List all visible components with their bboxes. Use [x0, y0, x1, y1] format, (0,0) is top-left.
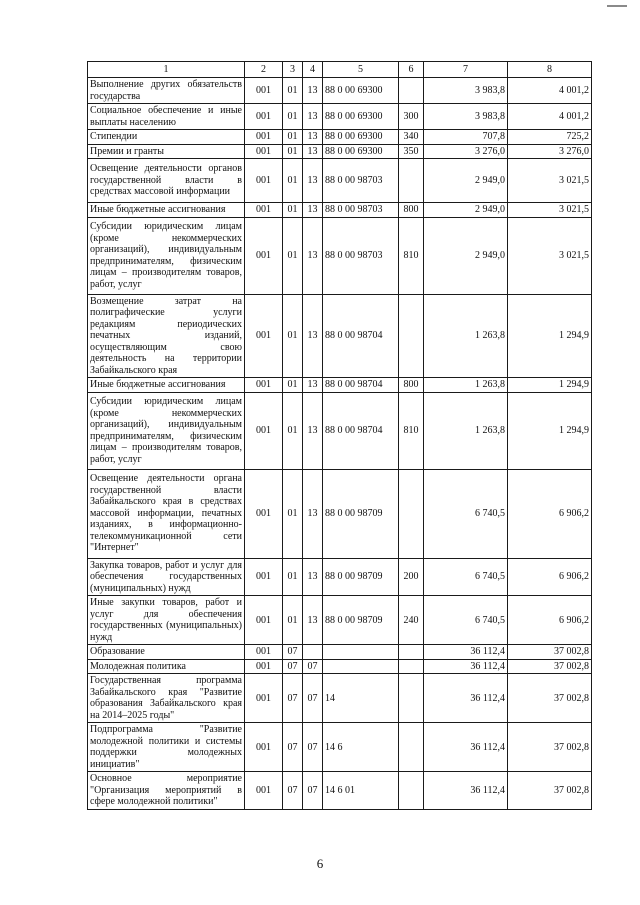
table-row: [88, 558, 592, 596]
table-row: [88, 78, 592, 104]
amount-year1-cell: 707,8: [424, 130, 508, 145]
target-article-cell: [323, 659, 399, 674]
target-article-cell: 14: [323, 674, 399, 723]
table-row: [88, 659, 592, 674]
chapter-code-cell: 001: [245, 104, 283, 130]
amount-year2-cell: 37 002,8: [508, 723, 592, 772]
amount-year1-cell: 36 112,4: [424, 659, 508, 674]
amount-year2-cell: 6 906,2: [508, 596, 592, 645]
row-name-cell: Подпрограмма "Развитие молодежной политики и системы поддержки молодежных инициатив": [88, 723, 245, 772]
table-row: [88, 217, 592, 294]
scan-mark: [607, 5, 627, 7]
subsection-code-cell: 13: [303, 378, 323, 393]
row-name-cell: Иные бюджетные ассигнования: [88, 378, 245, 393]
subsection-code-cell: 13: [303, 294, 323, 378]
amount-year2-cell: 1 294,9: [508, 392, 592, 469]
target-article-cell: 88 0 00 98704: [323, 294, 399, 378]
section-code-cell: 01: [283, 217, 303, 294]
chapter-code-cell: 001: [245, 469, 283, 558]
amount-year2-cell: 4 001,2: [508, 78, 592, 104]
chapter-code-cell: 001: [245, 78, 283, 104]
chapter-code-cell: 001: [245, 217, 283, 294]
amount-year2-cell: 1 294,9: [508, 378, 592, 393]
table-row: [88, 392, 592, 469]
amount-year2-cell: 37 002,8: [508, 772, 592, 810]
table-row: [88, 130, 592, 145]
target-article-cell: 88 0 00 98704: [323, 378, 399, 393]
expense-type-cell: 810: [399, 392, 424, 469]
chapter-code-cell: 001: [245, 203, 283, 218]
chapter-code-cell: 001: [245, 596, 283, 645]
section-code-cell: 01: [283, 78, 303, 104]
amount-year1-cell: 2 949,0: [424, 203, 508, 218]
chapter-code-cell: 001: [245, 294, 283, 378]
section-code-cell: 01: [283, 159, 303, 203]
section-code-cell: 01: [283, 294, 303, 378]
expense-type-cell: [399, 78, 424, 104]
expense-type-cell: 810: [399, 217, 424, 294]
row-name-cell: Основное мероприятие "Организация мероприятий в сфере молодежной политики": [88, 772, 245, 810]
subsection-code-cell: [303, 645, 323, 660]
chapter-code-cell: 001: [245, 159, 283, 203]
section-code-cell: 07: [283, 645, 303, 660]
amount-year1-cell: 36 112,4: [424, 674, 508, 723]
row-name-cell: Стипендии: [88, 130, 245, 145]
budget-table: [87, 61, 592, 810]
expense-type-cell: 300: [399, 104, 424, 130]
amount-year2-cell: 3 276,0: [508, 144, 592, 159]
amount-year2-cell: 6 906,2: [508, 469, 592, 558]
expense-type-cell: 800: [399, 378, 424, 393]
expense-type-cell: [399, 659, 424, 674]
subsection-code-cell: 13: [303, 203, 323, 218]
table-row: [88, 674, 592, 723]
expense-type-cell: 200: [399, 558, 424, 596]
expense-type-cell: 800: [399, 203, 424, 218]
row-name-cell: Выполнение других обязательств государства: [88, 78, 245, 104]
target-article-cell: [323, 645, 399, 660]
table-header-row: [88, 62, 592, 78]
amount-year2-cell: 3 021,5: [508, 217, 592, 294]
amount-year2-cell: 725,2: [508, 130, 592, 145]
row-name-cell: Премии и гранты: [88, 144, 245, 159]
table-row: [88, 294, 592, 378]
expense-type-cell: 240: [399, 596, 424, 645]
amount-year1-cell: 36 112,4: [424, 723, 508, 772]
column-header: 8: [508, 62, 592, 78]
expense-type-cell: [399, 159, 424, 203]
table-row: [88, 159, 592, 203]
row-name-cell: Образование: [88, 645, 245, 660]
amount-year1-cell: 3 983,8: [424, 78, 508, 104]
subsection-code-cell: 07: [303, 772, 323, 810]
subsection-code-cell: 13: [303, 469, 323, 558]
subsection-code-cell: 07: [303, 674, 323, 723]
table-row: [88, 596, 592, 645]
column-header: 6: [399, 62, 424, 78]
expense-type-cell: 340: [399, 130, 424, 145]
chapter-code-cell: 001: [245, 378, 283, 393]
amount-year1-cell: 3 276,0: [424, 144, 508, 159]
row-name-cell: Субсидии юридическим лицам (кроме некоммерческих организаций), индивидуальным предпринимателям, физическим лицам – производителям товаров, работ, услуг: [88, 392, 245, 469]
column-header: 7: [424, 62, 508, 78]
table-row: [88, 104, 592, 130]
column-header: 2: [245, 62, 283, 78]
section-code-cell: 01: [283, 130, 303, 145]
subsection-code-cell: 13: [303, 78, 323, 104]
row-name-cell: Молодежная политика: [88, 659, 245, 674]
target-article-cell: 88 0 00 69300: [323, 104, 399, 130]
section-code-cell: 01: [283, 392, 303, 469]
amount-year1-cell: 1 263,8: [424, 378, 508, 393]
table-row: [88, 723, 592, 772]
expense-type-cell: 350: [399, 144, 424, 159]
subsection-code-cell: 13: [303, 392, 323, 469]
row-name-cell: Освещение деятельности органа государственной власти Забайкальского края в средствах массовой информации, печатных изданиях, в информационно-телекоммуникационной сети "Интернет": [88, 469, 245, 558]
chapter-code-cell: 001: [245, 130, 283, 145]
table-row: [88, 645, 592, 660]
column-header: 5: [323, 62, 399, 78]
section-code-cell: 01: [283, 144, 303, 159]
row-name-cell: Возмещение затрат на полиграфические услуги редакциям периодических печатных изданий, осуществляющим свою деятельность на территории Забайкальского края: [88, 294, 245, 378]
target-article-cell: 88 0 00 98709: [323, 596, 399, 645]
target-article-cell: 14 6 01: [323, 772, 399, 810]
target-article-cell: 88 0 00 98709: [323, 558, 399, 596]
amount-year1-cell: 1 263,8: [424, 294, 508, 378]
row-name-cell: Субсидии юридическим лицам (кроме некоммерческих организаций), индивидуальным предпринимателям, физическим лицам – производителям товаров, работ, услуг: [88, 217, 245, 294]
row-name-cell: Иные закупки товаров, работ и услуг для обеспечения государственных (муниципальных) нужд: [88, 596, 245, 645]
amount-year2-cell: 37 002,8: [508, 674, 592, 723]
subsection-code-cell: 13: [303, 217, 323, 294]
amount-year1-cell: 36 112,4: [424, 772, 508, 810]
subsection-code-cell: 13: [303, 130, 323, 145]
subsection-code-cell: 13: [303, 144, 323, 159]
section-code-cell: 01: [283, 469, 303, 558]
amount-year2-cell: 3 021,5: [508, 203, 592, 218]
chapter-code-cell: 001: [245, 659, 283, 674]
expense-type-cell: [399, 469, 424, 558]
row-name-cell: Социальное обеспечение и иные выплаты населению: [88, 104, 245, 130]
page-number: 6: [316, 856, 324, 871]
row-name-cell: Закупка товаров, работ и услуг для обеспечения государственных (муниципальных) нужд: [88, 558, 245, 596]
subsection-code-cell: 07: [303, 659, 323, 674]
target-article-cell: 14 6: [323, 723, 399, 772]
section-code-cell: 07: [283, 659, 303, 674]
amount-year2-cell: 6 906,2: [508, 558, 592, 596]
target-article-cell: 88 0 00 98703: [323, 217, 399, 294]
amount-year1-cell: 6 740,5: [424, 469, 508, 558]
column-header: 4: [303, 62, 323, 78]
table-row: [88, 203, 592, 218]
amount-year2-cell: 37 002,8: [508, 645, 592, 660]
chapter-code-cell: 001: [245, 558, 283, 596]
subsection-code-cell: 13: [303, 104, 323, 130]
table-row: [88, 772, 592, 810]
expense-type-cell: [399, 723, 424, 772]
target-article-cell: 88 0 00 98703: [323, 159, 399, 203]
chapter-code-cell: 001: [245, 645, 283, 660]
section-code-cell: 01: [283, 203, 303, 218]
amount-year2-cell: 4 001,2: [508, 104, 592, 130]
amount-year1-cell: 6 740,5: [424, 558, 508, 596]
amount-year1-cell: 2 949,0: [424, 217, 508, 294]
row-name-cell: Государственная программа Забайкальского края "Развитие образования Забайкальского края на 2014–2025 годы": [88, 674, 245, 723]
subsection-code-cell: 13: [303, 558, 323, 596]
section-code-cell: 01: [283, 596, 303, 645]
table-body: [88, 78, 592, 810]
section-code-cell: 01: [283, 558, 303, 596]
amount-year1-cell: 6 740,5: [424, 596, 508, 645]
target-article-cell: 88 0 00 98704: [323, 392, 399, 469]
amount-year1-cell: 3 983,8: [424, 104, 508, 130]
section-code-cell: 07: [283, 723, 303, 772]
amount-year1-cell: 2 949,0: [424, 159, 508, 203]
amount-year2-cell: 3 021,5: [508, 159, 592, 203]
target-article-cell: 88 0 00 98709: [323, 469, 399, 558]
amount-year1-cell: 1 263,8: [424, 392, 508, 469]
chapter-code-cell: 001: [245, 144, 283, 159]
chapter-code-cell: 001: [245, 772, 283, 810]
row-name-cell: Освещение деятельности органов государственной власти в средствах массовой информации: [88, 159, 245, 203]
section-code-cell: 01: [283, 104, 303, 130]
section-code-cell: 07: [283, 772, 303, 810]
target-article-cell: 88 0 00 69300: [323, 130, 399, 145]
column-header: 3: [283, 62, 303, 78]
expense-type-cell: [399, 772, 424, 810]
subsection-code-cell: 07: [303, 723, 323, 772]
section-code-cell: 07: [283, 674, 303, 723]
table-row: [88, 144, 592, 159]
column-header: 1: [88, 62, 245, 78]
chapter-code-cell: 001: [245, 392, 283, 469]
amount-year1-cell: 36 112,4: [424, 645, 508, 660]
expense-type-cell: [399, 294, 424, 378]
subsection-code-cell: 13: [303, 159, 323, 203]
table-row: [88, 378, 592, 393]
chapter-code-cell: 001: [245, 674, 283, 723]
amount-year2-cell: 1 294,9: [508, 294, 592, 378]
target-article-cell: 88 0 00 98703: [323, 203, 399, 218]
expense-type-cell: [399, 645, 424, 660]
target-article-cell: 88 0 00 69300: [323, 78, 399, 104]
amount-year2-cell: 37 002,8: [508, 659, 592, 674]
section-code-cell: 01: [283, 378, 303, 393]
row-name-cell: Иные бюджетные ассигнования: [88, 203, 245, 218]
target-article-cell: 88 0 00 69300: [323, 144, 399, 159]
table-row: [88, 469, 592, 558]
subsection-code-cell: 13: [303, 596, 323, 645]
expense-type-cell: [399, 674, 424, 723]
chapter-code-cell: 001: [245, 723, 283, 772]
